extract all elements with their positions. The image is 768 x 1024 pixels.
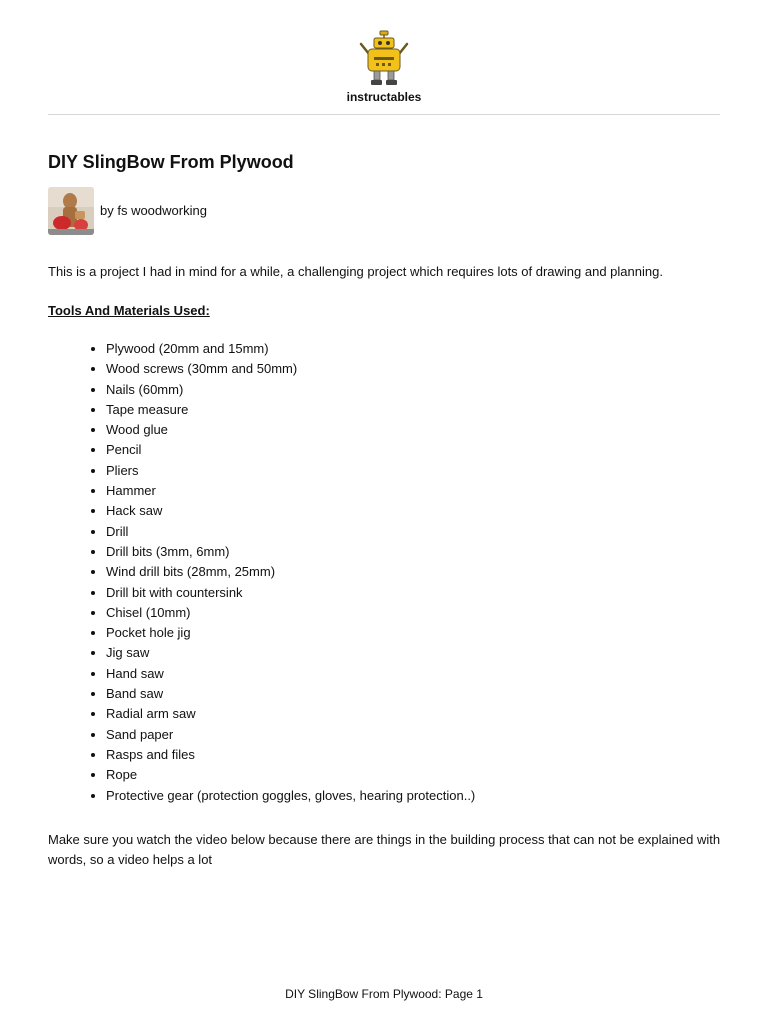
tools-list — [48, 339, 475, 806]
list-item: • Drill — [106, 522, 475, 542]
intro-paragraph: This is a project I had in mind for a while, a challenging project which requires lots of drawing and planning. — [48, 264, 663, 279]
tools-heading: Tools And Materials Used: — [48, 303, 210, 318]
list-item: • Drill bit with countersink — [106, 583, 475, 603]
list-item: • Hammer — [106, 481, 475, 501]
list-item: • Hack saw — [106, 501, 475, 521]
list-item: • Chisel (10mm) — [106, 603, 475, 623]
list-item: • Sand paper — [106, 725, 475, 745]
list-item: • Rasps and files — [106, 745, 475, 765]
list-item: • Pocket hole jig — [106, 623, 475, 643]
list-item: • Drill bits (3mm, 6mm) — [106, 542, 475, 562]
brand-name[interactable]: instructables — [346, 90, 422, 104]
author-name[interactable]: by fs woodworking — [100, 203, 207, 218]
list-item: • Radial arm saw — [106, 704, 475, 724]
page-footer: DIY SlingBow From Plywood: Page 1 — [285, 987, 483, 1001]
outro-paragraph: Make sure you watch the video below because there are things in the building process that can not be explained with words, so a video helps a lot — [48, 832, 721, 867]
list-item: • Protective gear (protection goggles, gloves, hearing protection..) — [106, 786, 475, 806]
author-row — [48, 187, 207, 235]
page-title: DIY SlingBow From Plywood — [48, 152, 294, 172]
header-divider — [48, 114, 720, 115]
list-item: • Rope — [106, 765, 475, 785]
instructables-robot-icon[interactable] — [354, 30, 414, 88]
list-item: • Wind drill bits (28mm, 25mm) — [106, 562, 475, 582]
list-item: • Band saw — [106, 684, 475, 704]
list-item: • Wood screws (30mm and 50mm) — [106, 359, 475, 379]
list-item: • Pliers — [106, 461, 475, 481]
list-item: • Wood glue — [106, 420, 475, 440]
list-item: • Pencil — [106, 440, 475, 460]
list-item: • Hand saw — [106, 664, 475, 684]
list-item: • Jig saw — [106, 643, 475, 663]
author-avatar[interactable] — [48, 187, 94, 235]
list-item: • Tape measure — [106, 400, 475, 420]
list-item: • Plywood (20mm and 15mm) — [106, 339, 475, 359]
site-header — [0, 30, 768, 104]
list-item: • Nails (60mm) — [106, 380, 475, 400]
